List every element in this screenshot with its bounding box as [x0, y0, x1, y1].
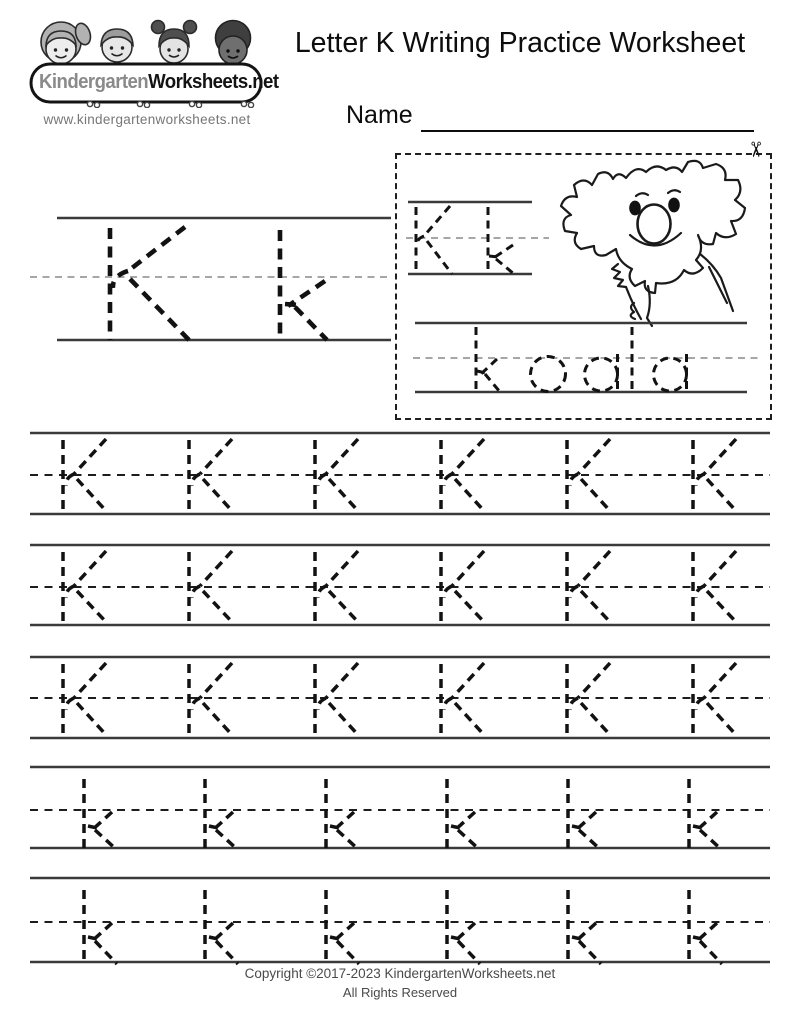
trace-letter-k	[326, 890, 359, 964]
practice-rows	[30, 433, 770, 964]
trace-letter-K	[189, 551, 233, 623]
logo-kid-boy-curly	[216, 21, 251, 65]
practice-row-2	[30, 545, 770, 625]
name-label: Name	[346, 101, 413, 129]
trace-letter-k	[568, 779, 601, 850]
practice-row-3	[30, 657, 770, 738]
demo-writing-lines	[30, 218, 392, 340]
trace-letter-k	[205, 779, 238, 850]
trace-letter-k	[568, 890, 601, 964]
logo-brand-gray: Kindergarten	[39, 71, 149, 93]
logo-wordmark	[39, 66, 279, 100]
trace-letter-K	[693, 663, 737, 736]
trace-letter-K	[441, 439, 485, 512]
cutout-card	[395, 153, 772, 420]
trace-letter-K	[189, 663, 233, 736]
trace-letter-K	[189, 439, 233, 512]
logo-url: www.kindergartenworksheets.net	[43, 112, 251, 127]
logo-kid-boy	[101, 29, 133, 62]
trace-letter-K	[63, 663, 107, 736]
trace-letter-K	[567, 551, 611, 623]
trace-letters-large-Kk	[110, 227, 327, 340]
trace-letter-k	[205, 890, 238, 964]
scissors-icon: ✂	[743, 140, 767, 159]
name-blank-line	[421, 130, 754, 132]
trace-letter-k	[447, 779, 480, 850]
footer-copyright: Copyright ©2017-2023 KindergartenWorksheets.net	[244, 966, 556, 981]
trace-letter-k	[447, 890, 480, 964]
trace-letter-K	[315, 663, 359, 736]
page-title: Letter K Writing Practice Worksheet	[294, 27, 746, 59]
practice-row-4	[30, 767, 770, 850]
trace-letter-k	[84, 890, 117, 964]
trace-letter-K	[441, 551, 485, 623]
logo-kid-girl-pigtails	[152, 21, 197, 64]
practice-row-5	[30, 878, 770, 964]
footer-rights: All Rights Reserved	[342, 985, 458, 1000]
trace-letter-k	[689, 779, 722, 850]
trace-letter-K	[315, 439, 359, 512]
logo-kid-girl-ponytail	[41, 21, 93, 64]
trace-letter-k	[689, 890, 722, 964]
trace-letter-K	[63, 551, 107, 623]
trace-letter-K	[693, 551, 737, 623]
logo-brand-black: Worksheets.net	[148, 71, 279, 93]
practice-row-1	[30, 433, 770, 514]
trace-letter-K	[693, 439, 737, 512]
trace-letter-K	[567, 439, 611, 512]
trace-letter-K	[441, 663, 485, 736]
trace-letter-k	[84, 779, 117, 850]
trace-letter-K	[63, 439, 107, 512]
trace-letter-k	[326, 779, 359, 850]
trace-letter-K	[567, 663, 611, 736]
trace-letter-K	[315, 551, 359, 623]
